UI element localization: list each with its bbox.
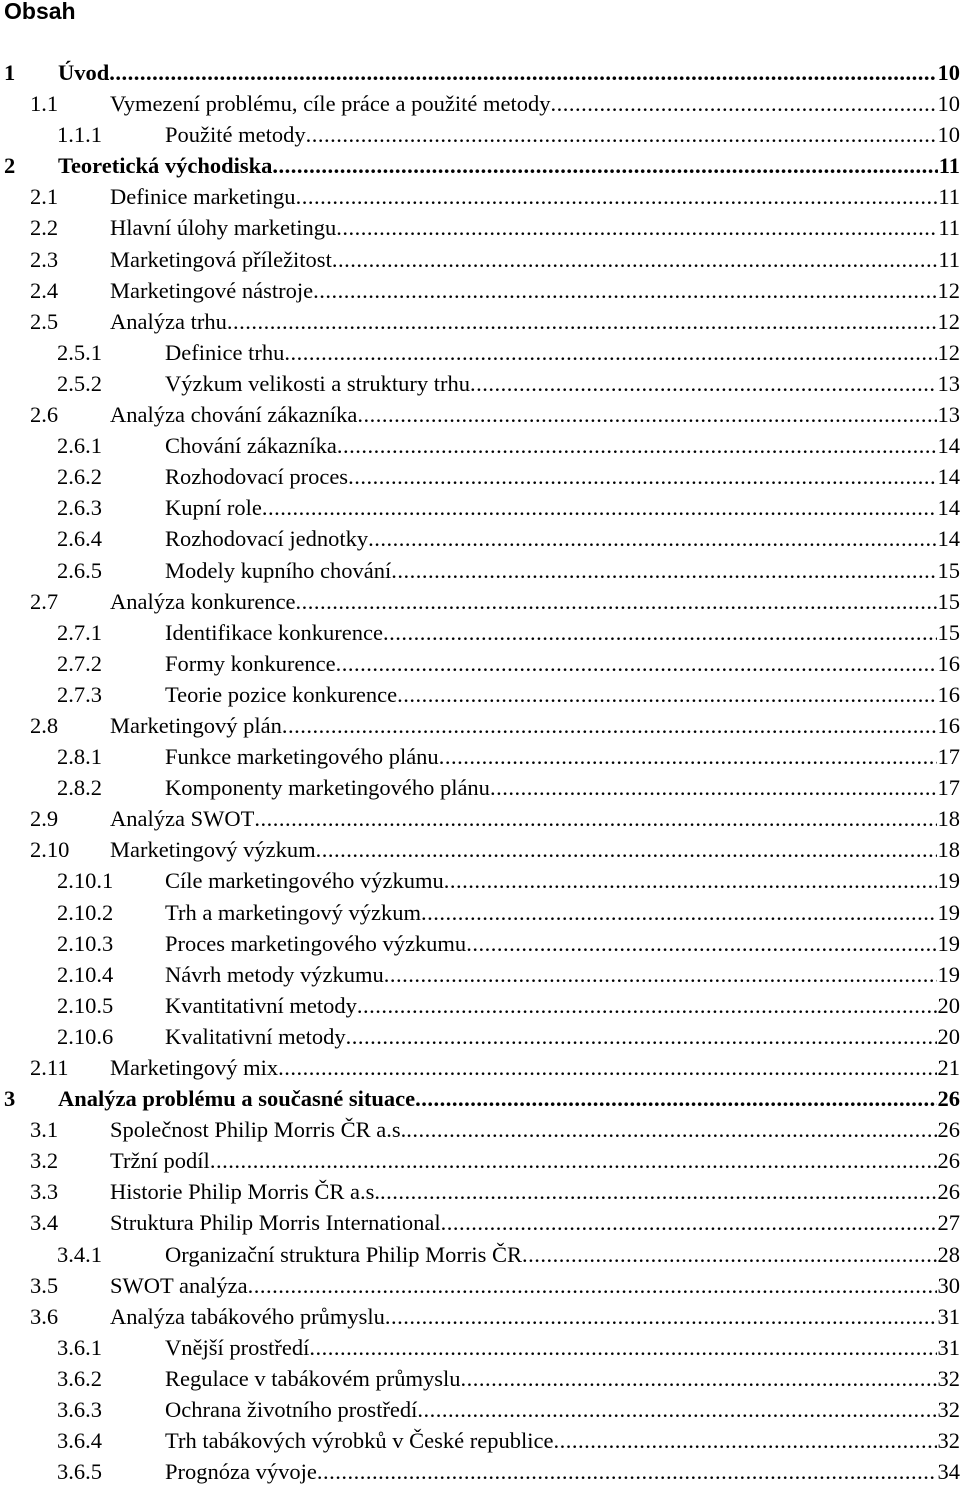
toc-entry-page: 27 <box>937 1210 960 1236</box>
toc-entry[interactable] <box>0 1301 960 1332</box>
dot-leader <box>461 1363 937 1394</box>
toc-entry-number: 2.10.4 <box>57 961 114 987</box>
toc-entry-title: Analýza problému a současné situace <box>58 1086 416 1112</box>
toc-entry[interactable] <box>0 1394 960 1425</box>
toc-entry[interactable] <box>0 57 960 88</box>
toc-entry[interactable] <box>0 430 960 461</box>
toc-entry-page: 26 <box>937 1117 960 1143</box>
dot-leader <box>317 1456 937 1487</box>
toc-entry-number: 1.1.1 <box>57 122 102 148</box>
toc-entry-number: 3.2 <box>30 1148 59 1174</box>
toc-entry-title: Návrh metody výzkumu <box>165 961 384 987</box>
toc-entry-number: 3.6 <box>30 1303 59 1329</box>
toc-entry-page: 12 <box>937 308 960 334</box>
toc-entry-number: 1.1 <box>30 91 59 117</box>
toc-entry-title: Kupní role <box>165 495 262 521</box>
toc-entry-page: 19 <box>937 899 960 925</box>
toc-entry-page: 20 <box>937 992 960 1018</box>
toc-entry-page: 10 <box>937 91 960 117</box>
toc-entry-number: 3.6.5 <box>57 1459 102 1485</box>
toc-entry-title: Modely kupního chování <box>165 557 392 583</box>
toc-entry-page: 30 <box>937 1272 960 1298</box>
toc-entry[interactable] <box>0 1270 960 1301</box>
toc-entry-number: 2.4 <box>30 277 59 303</box>
page-title: Obsah <box>4 0 76 24</box>
toc-entry-page: 11 <box>938 246 960 272</box>
toc-entry[interactable] <box>0 244 960 275</box>
toc-entry[interactable] <box>0 1207 960 1238</box>
toc-entry[interactable] <box>0 1332 960 1363</box>
toc-entry-title: Ochrana životního prostředí <box>165 1397 418 1423</box>
dot-leader <box>380 1176 936 1207</box>
toc-entry[interactable] <box>0 803 960 834</box>
toc-entry-title: Cíle marketingového výzkumu <box>165 868 444 894</box>
toc-entry[interactable] <box>0 555 960 586</box>
toc-entry-number: 2.10.3 <box>57 930 114 956</box>
toc-entry[interactable] <box>0 368 960 399</box>
toc-entry-title: Historie Philip Morris ČR a.s. <box>110 1179 381 1205</box>
toc-entry-title: Identifikace konkurence <box>165 619 384 645</box>
toc-entry-page: 31 <box>937 1303 960 1329</box>
toc-entry-title: Vymezení problému, cíle práce a použité metody <box>110 91 551 117</box>
toc-entry-page: 26 <box>937 1148 960 1174</box>
toc-entry-title: Chování zákazníka <box>165 433 337 459</box>
toc-entry-page: 10 <box>937 60 960 85</box>
dot-leader <box>385 1301 937 1332</box>
toc-entry[interactable] <box>0 1021 960 1052</box>
toc-entry[interactable] <box>0 1425 960 1456</box>
toc-entry-page: 17 <box>937 775 960 801</box>
dot-leader <box>397 679 936 710</box>
toc-entry-number: 1 <box>4 60 16 85</box>
toc-entry[interactable] <box>0 710 960 741</box>
toc-entry-title: Analýza chování zákazníka <box>110 402 358 428</box>
toc-entry-page: 19 <box>937 930 960 956</box>
toc-entry-title: Analýza konkurence <box>110 588 296 614</box>
toc-entry-title: Hlavní úlohy marketingu <box>110 215 337 241</box>
toc-entry-title: Rozhodovací proces <box>165 464 349 490</box>
toc-entry-title: SWOT analýza <box>110 1272 248 1298</box>
toc-entry-number: 2.7.1 <box>57 619 102 645</box>
toc-entry[interactable] <box>0 1456 960 1487</box>
toc-entry-number: 2.1 <box>30 184 59 210</box>
toc-entry-title: Trh a marketingový výzkum <box>165 899 422 925</box>
toc-entry[interactable] <box>0 648 960 679</box>
toc-entry-page: 32 <box>937 1428 960 1454</box>
toc-entry-title: Teorie pozice konkurence <box>165 681 398 707</box>
toc-entry-number: 2.9 <box>30 806 59 832</box>
toc-entry[interactable] <box>0 990 960 1021</box>
toc-entry-number: 3.6.4 <box>57 1428 102 1454</box>
toc-entry[interactable] <box>0 119 960 150</box>
toc-entry-page: 18 <box>937 806 960 832</box>
toc-entry-number: 2.3 <box>30 246 59 272</box>
dot-leader <box>296 181 938 212</box>
toc-entry[interactable] <box>0 772 960 803</box>
toc-entry[interactable] <box>0 399 960 430</box>
toc-entry-number: 2.6.5 <box>57 557 102 583</box>
dot-leader <box>368 523 936 554</box>
toc-entry-title: Společnost Philip Morris ČR a.s. <box>110 1117 407 1143</box>
toc-entry-page: 20 <box>937 1023 960 1049</box>
toc-entry-title: Výzkum velikosti a struktury trhu <box>165 370 470 396</box>
toc-entry-page: 11 <box>938 215 960 241</box>
toc-entry-page: 26 <box>937 1086 960 1112</box>
toc-entry-page: 17 <box>937 744 960 770</box>
toc-entry-page: 14 <box>937 433 960 459</box>
dot-leader <box>357 990 937 1021</box>
dot-leader <box>254 803 936 834</box>
toc-entry[interactable] <box>0 1363 960 1394</box>
toc-entry-title: Rozhodovací jednotky <box>165 526 369 552</box>
dot-leader <box>444 865 937 896</box>
toc-entry-number: 2.5.1 <box>57 339 102 365</box>
toc-entry-number: 2.7.3 <box>57 681 102 707</box>
toc-entry-number: 2.6.2 <box>57 464 102 490</box>
toc-entry[interactable] <box>0 523 960 554</box>
dot-leader <box>466 928 936 959</box>
toc-entry[interactable] <box>0 1052 960 1083</box>
dot-leader <box>336 212 937 243</box>
toc-entry-title: Marketingový mix <box>110 1055 279 1080</box>
toc-entry-title: Marketingová příležitost <box>110 246 332 272</box>
toc-entry-title: Regulace v tabákovém průmyslu <box>165 1365 461 1391</box>
toc-entry-page: 12 <box>937 339 960 365</box>
toc-entry-page: 11 <box>938 184 960 210</box>
toc-entry-page: 16 <box>937 650 960 676</box>
toc-entry-number: 2.10.5 <box>57 992 114 1018</box>
dot-leader <box>296 586 937 617</box>
toc-entry-page: 28 <box>937 1241 960 1267</box>
toc-entry[interactable] <box>0 865 960 896</box>
toc-entry-page: 19 <box>937 961 960 987</box>
toc-entry-number: 2.10.2 <box>57 899 114 925</box>
toc-entry-number: 3.6.3 <box>57 1397 102 1423</box>
toc-entry[interactable] <box>0 461 960 492</box>
toc-entry-number: 2.6.3 <box>57 495 102 521</box>
toc-entry-number: 3.4.1 <box>57 1241 102 1267</box>
dot-leader <box>490 772 937 803</box>
toc-entry-page: 13 <box>937 402 960 428</box>
toc-entry-title: Funkce marketingového plánu <box>165 744 439 770</box>
dot-leader <box>441 1207 937 1238</box>
toc-entry-number: 3.3 <box>30 1179 59 1205</box>
table-of-contents <box>0 57 960 1487</box>
toc-entry-title: Analýza trhu <box>110 308 227 334</box>
toc-entry-number: 2.8 <box>30 712 59 738</box>
toc-entry[interactable] <box>0 1145 960 1176</box>
toc-entry-page: 12 <box>937 277 960 303</box>
toc-entry[interactable] <box>0 212 960 243</box>
toc-entry[interactable] <box>0 586 960 617</box>
toc-entry-number: 3 <box>4 1086 16 1112</box>
toc-entry[interactable] <box>0 834 960 865</box>
toc-entry-title: Prognóza vývoje <box>165 1459 317 1485</box>
toc-entry-number: 2.2 <box>30 215 59 241</box>
dot-leader <box>227 306 937 337</box>
toc-entry-number: 2.10.6 <box>57 1023 114 1049</box>
toc-entry[interactable] <box>0 88 960 119</box>
toc-entry-title: Proces marketingového výzkumu <box>165 930 467 956</box>
toc-entry-title: Analýza tabákového průmyslu <box>110 1303 385 1329</box>
dot-leader <box>522 1239 936 1270</box>
toc-entry-title: Analýza SWOT <box>110 806 255 832</box>
toc-entry[interactable] <box>0 1083 960 1114</box>
toc-entry-page: 13 <box>937 370 960 396</box>
dot-leader <box>210 1145 937 1176</box>
dot-leader <box>316 834 937 865</box>
toc-entry-number: 2.10 <box>30 837 70 863</box>
toc-entry-title: Kvalitativní metody <box>165 1023 346 1049</box>
toc-entry-title: Marketingové nástroje <box>110 277 314 303</box>
toc-entry-number: 2.6.4 <box>57 526 102 552</box>
toc-entry-number: 3.6.2 <box>57 1365 102 1391</box>
dot-leader <box>313 275 936 306</box>
toc-entry-page: 14 <box>937 464 960 490</box>
toc-entry-number: 3.6.1 <box>57 1334 102 1360</box>
toc-entry-page: 15 <box>937 588 960 614</box>
toc-entry-page: 11 <box>938 153 960 179</box>
dot-leader <box>332 244 938 275</box>
toc-entry-title: Definice marketingu <box>110 184 296 210</box>
toc-entry-page: 34 <box>937 1459 960 1485</box>
toc-entry-title: Vnější prostředí <box>165 1334 310 1360</box>
toc-entry-page: 14 <box>937 495 960 521</box>
toc-entry-title: Kvantitativní metody <box>165 992 357 1018</box>
dot-leader <box>346 1021 937 1052</box>
toc-entry[interactable] <box>0 741 960 772</box>
toc-entry-title: Komponenty marketingového plánu <box>165 775 490 801</box>
toc-entry[interactable] <box>0 679 960 710</box>
dot-leader <box>417 1394 936 1425</box>
toc-entry-title: Formy konkurence <box>165 650 336 676</box>
toc-entry-page: 19 <box>937 868 960 894</box>
toc-entry-page: 32 <box>937 1397 960 1423</box>
toc-entry-number: 3.4 <box>30 1210 59 1236</box>
toc-entry[interactable] <box>0 492 960 523</box>
dot-leader <box>306 119 937 150</box>
toc-entry[interactable] <box>0 337 960 368</box>
dot-leader <box>421 897 936 928</box>
dot-leader <box>284 337 936 368</box>
toc-entry-number: 2.6 <box>30 402 59 428</box>
toc-entry-page: 16 <box>937 712 960 738</box>
dot-leader <box>406 1114 936 1145</box>
dot-leader <box>272 150 937 181</box>
toc-entry[interactable] <box>0 1239 960 1270</box>
toc-entry-page: 26 <box>937 1179 960 1205</box>
toc-entry[interactable] <box>0 275 960 306</box>
dot-leader <box>553 1425 936 1456</box>
dot-leader <box>391 555 936 586</box>
toc-entry-title: Úvod <box>58 60 110 85</box>
toc-entry[interactable] <box>0 181 960 212</box>
toc-entry-number: 2.5.2 <box>57 370 102 396</box>
toc-entry[interactable] <box>0 897 960 928</box>
toc-entry-title: Teoretická východiska <box>58 153 273 179</box>
dot-leader <box>470 368 937 399</box>
toc-entry[interactable] <box>0 959 960 990</box>
toc-entry-title: Tržní podíl <box>110 1148 210 1174</box>
toc-entry[interactable] <box>0 1114 960 1145</box>
toc-entry-number: 2.7.2 <box>57 650 102 676</box>
toc-entry-page: 10 <box>937 122 960 148</box>
dot-leader <box>309 1332 936 1363</box>
toc-entry-number: 2.10.1 <box>57 868 114 894</box>
dot-leader <box>278 1052 936 1083</box>
dot-leader <box>282 710 937 741</box>
dot-leader <box>336 648 937 679</box>
dot-leader <box>415 1083 936 1114</box>
dot-leader <box>337 430 937 461</box>
toc-entry-page: 15 <box>937 619 960 645</box>
dot-leader <box>348 461 936 492</box>
toc-entry-number: 3.5 <box>30 1272 59 1298</box>
toc-entry-number: 2.8.2 <box>57 775 102 801</box>
dot-leader <box>357 399 936 430</box>
dot-leader <box>248 1270 937 1301</box>
dot-leader <box>550 88 936 119</box>
toc-entry-title: Trh tabákových výrobků v České republice <box>165 1428 554 1454</box>
toc-entry[interactable] <box>0 150 960 181</box>
dot-leader <box>109 57 936 88</box>
toc-entry[interactable] <box>0 928 960 959</box>
toc-entry-title: Použité metody <box>165 122 306 148</box>
toc-entry-page: 32 <box>937 1365 960 1391</box>
toc-entry-page: 16 <box>937 681 960 707</box>
toc-entry-number: 2.5 <box>30 308 59 334</box>
toc-entry-number: 2.8.1 <box>57 744 102 770</box>
toc-entry[interactable] <box>0 306 960 337</box>
toc-entry-title: Organizační struktura Philip Morris ČR <box>165 1241 523 1267</box>
toc-entry-page: 21 <box>937 1055 960 1080</box>
toc-entry-page: 31 <box>937 1334 960 1360</box>
dot-leader <box>383 617 936 648</box>
toc-entry-title: Marketingový plán <box>110 712 282 738</box>
toc-entry-number: 2 <box>4 153 16 179</box>
dot-leader <box>384 959 937 990</box>
toc-entry-page: 15 <box>937 557 960 583</box>
toc-entry-title: Definice trhu <box>165 339 285 365</box>
toc-entry-number: 2.7 <box>30 588 59 614</box>
toc-entry-title: Marketingový výzkum <box>110 837 316 863</box>
toc-entry[interactable] <box>0 617 960 648</box>
dot-leader <box>262 492 937 523</box>
toc-entry-number: 2.11 <box>30 1055 69 1080</box>
toc-entry-page: 14 <box>937 526 960 552</box>
toc-entry-title: Struktura Philip Morris International <box>110 1210 441 1236</box>
toc-entry-page: 18 <box>937 837 960 863</box>
dot-leader <box>439 741 937 772</box>
toc-entry-number: 2.6.1 <box>57 433 102 459</box>
toc-entry[interactable] <box>0 1176 960 1207</box>
toc-entry-number: 3.1 <box>30 1117 59 1143</box>
